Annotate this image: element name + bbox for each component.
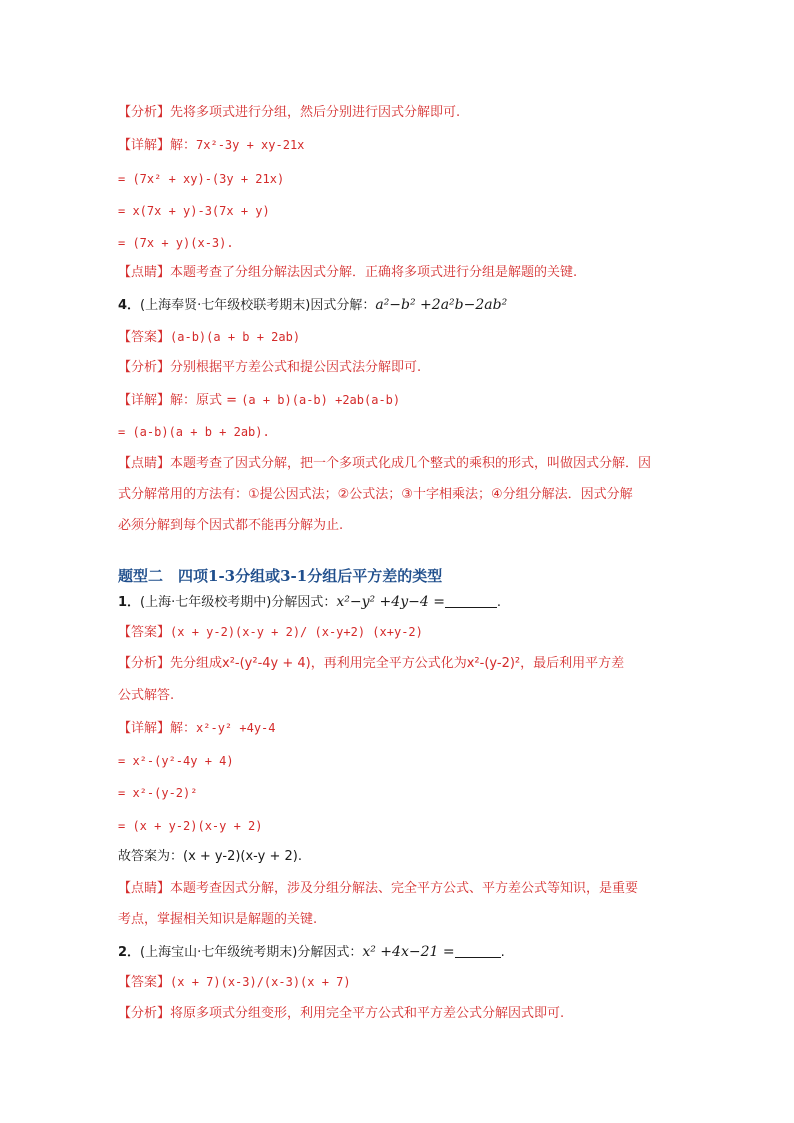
comment-tag: 【点睛】	[118, 265, 171, 280]
answer-line	[118, 973, 351, 992]
solution-step: = (x + y-2)(x-y + 2)	[118, 819, 263, 833]
answer-tag: 【答案】	[118, 330, 171, 345]
question-expression: a²−b² +2a²b−2ab²	[375, 297, 508, 313]
question-source: (上海奉贤·七年级校联考期末)	[140, 298, 311, 313]
question-prompt: 因式分解：	[310, 298, 376, 313]
solution-tag: 【详解】	[118, 393, 171, 408]
analysis-text: 先分组成x²-(y²-4y + 4)，再利用完全平方公式化为x²-(y-2)²，最后利用平方差	[170, 656, 625, 671]
analysis-line	[118, 359, 421, 377]
question-2: 2．(上海宝山·七年级统考期末)分解因式：x² +4x−21 = .	[118, 944, 505, 960]
answer-line	[118, 328, 300, 347]
solution-step: = x(7x + y)-3(7x + y)	[118, 204, 270, 218]
answer-blank[interactable]	[445, 595, 497, 608]
analysis-text: 公式解答.	[118, 688, 175, 703]
comment-tag: 【点睛】	[118, 456, 171, 471]
analysis-text: 先将多项式进行分组，然后分别进行因式分解即可.	[170, 105, 461, 120]
question-expression: x² +4x−21 =	[362, 944, 455, 960]
solution-step: = (7x² + xy)-(3y + 21x)	[118, 172, 285, 186]
solution-tag: 【详解】	[118, 138, 171, 153]
solution-line	[118, 136, 304, 155]
comment-line	[118, 455, 651, 473]
question-prompt: 分解因式：	[271, 595, 337, 610]
solution-step: = x²-(y-2)²	[118, 786, 198, 800]
answer-text: (x + 7)(x-3)/(x-3)(x + 7)	[170, 975, 351, 989]
comment-text: 本题考查了分组分解法因式分解．正确将多项式进行分组是解题的关键.	[170, 265, 578, 280]
analysis-tag: 【分析】	[118, 1006, 171, 1021]
solution-prefix: 解：原式 =	[170, 393, 242, 408]
analysis-line	[118, 655, 624, 673]
analysis-line	[118, 1005, 564, 1023]
question-prompt: 分解因式：	[297, 945, 363, 960]
solution-prefix: 解：	[170, 721, 197, 736]
answer-line	[118, 623, 423, 642]
answer-blank[interactable]	[455, 945, 501, 958]
comment-line	[118, 264, 577, 282]
solution-expression: x²-y² +4y-4	[196, 721, 276, 735]
answer-text: (a-b)(a + b + 2ab)	[170, 330, 301, 344]
analysis-line	[118, 104, 460, 122]
solution-step: = (7x + y)(x-3).	[118, 236, 234, 250]
question-number: 4．	[118, 298, 141, 313]
comment-text: 本题考查因式分解，涉及分组分解法、完全平方公式、平方差公式等知识，是重要	[170, 881, 639, 896]
solution-line	[118, 391, 400, 410]
comment-text: 考点，掌握相关知识是解题的关键.	[118, 912, 318, 927]
analysis-tag: 【分析】	[118, 656, 171, 671]
comment-text: 式分解常用的方法有：①提公因式法；②公式法；③十字相乘法；④分组分解法．因式分解	[118, 487, 633, 502]
comment-line	[118, 880, 638, 898]
solution-step: = (a-b)(a + b + 2ab).	[118, 425, 270, 439]
solution-tag: 【详解】	[118, 721, 171, 736]
solution-step: = x²-(y²-4y + 4)	[118, 754, 234, 768]
analysis-tag: 【分析】	[118, 360, 171, 375]
answer-text: (x + y-2)(x-y + 2)/ (x-y+2) (x+y-2)	[170, 625, 423, 639]
solution-line	[118, 719, 276, 738]
question-1: 1．(上海·七年级校考期中)分解因式：x²−y² +4y−4 = .	[118, 594, 502, 610]
question-number: 2．	[118, 945, 141, 960]
section-title: 题型二 四项1-3分组或3-1分组后平方差的类型	[118, 567, 443, 585]
solution-prefix: 解：	[170, 138, 197, 153]
comment-text: 必须分解到每个因式都不能再分解为止.	[118, 518, 344, 533]
conclusion-line: 故答案为：(x + y-2)(x-y + 2).	[118, 849, 302, 864]
question-expression: x²−y² +4y−4 =	[336, 594, 445, 610]
question-source: (上海宝山·七年级统考期末)	[140, 945, 298, 960]
solution-expression: (a + b)(a-b) +2ab(a-b)	[241, 393, 401, 407]
comment-tag: 【点睛】	[118, 881, 171, 896]
solution-expression: 7x²-3y + xy-21x	[196, 138, 305, 152]
analysis-text: 分别根据平方差公式和提公因式法分解即可.	[170, 360, 422, 375]
question-source: (上海·七年级校考期中)	[140, 595, 272, 610]
question-4	[118, 296, 507, 315]
comment-text: 本题考查了因式分解，把一个多项式化成几个整式的乘积的形式，叫做因式分解．因	[170, 456, 652, 471]
analysis-tag: 【分析】	[118, 105, 171, 120]
answer-tag: 【答案】	[118, 975, 171, 990]
analysis-text: 将原多项式分组变形，利用完全平方公式和平方差公式分解因式即可.	[170, 1006, 565, 1021]
answer-tag: 【答案】	[118, 625, 171, 640]
question-number: 1．	[118, 595, 141, 610]
